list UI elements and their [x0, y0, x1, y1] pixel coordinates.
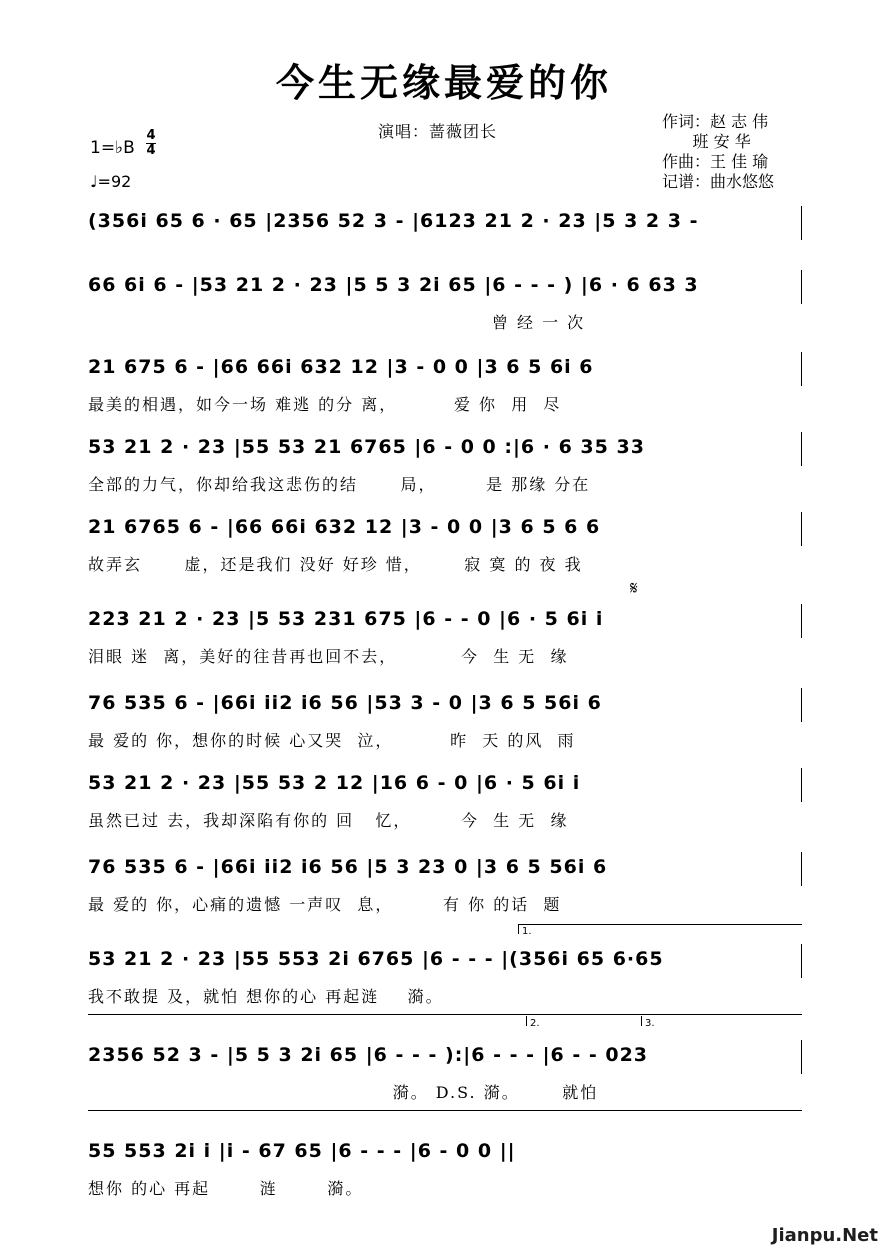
barline [801, 270, 802, 304]
lyrics-line: 最 爱的 你，心痛的遗憾 一声叹 息， 有 你 的话 题 [88, 895, 562, 914]
barline [801, 688, 802, 722]
lyrics-line [88, 248, 802, 270]
lyrics-line: 最美的相遇，如今一场 难逃 的分 离， 爱 你 用 尽 [88, 395, 562, 414]
credit-lyricist: 作词：赵 志 伟 [662, 112, 769, 131]
notes-line: 223 21 2 · 23 |5 53 231 675 |6 - - 0 |6 · 5 6i i [88, 608, 604, 630]
notes-line: 76 535 6 - |66i ii2 i6 56 |5 3 23 0 |3 6 5 56i 6 [88, 856, 608, 878]
lyrics-line: 故弄玄 虚，还是我们 没好 好珍 惜， 寂 寞 的 夜 我 [88, 555, 583, 574]
volta-number-3: 3. [645, 1018, 655, 1029]
barline [801, 352, 802, 386]
volta-line [88, 1014, 802, 1015]
notes-line: 76 535 6 - |66i ii2 i6 56 |53 3 - 0 |3 6 5 56i 6 [88, 692, 602, 714]
site-watermark: Jianpu.Net [771, 1225, 878, 1246]
credit-lyricist-2: 班 安 华 [662, 132, 751, 151]
notes-line: 53 21 2 · 23 |55 53 21 6765 |6 - 0 0 :|6 · 6 35 33 [88, 436, 645, 458]
barline [801, 1040, 802, 1074]
key-signature: 1=♭B [90, 138, 135, 158]
lyrics-line: 曾 经 一 次 [88, 313, 586, 332]
segno-sign: 𝄋 [630, 578, 638, 599]
volta-tick [518, 924, 519, 934]
volta-number-2: 2. [530, 1018, 540, 1029]
volta-tick [526, 1016, 527, 1026]
barline [801, 768, 802, 802]
volta-line [88, 1110, 802, 1111]
barline [801, 206, 802, 240]
notes-line: 2356 52 3 - |5 5 3 2i 65 |6 - - - ):|6 - - - |6 - - 023 [88, 1044, 649, 1066]
notes-line: 53 21 2 · 23 |55 53 2 12 |16 6 - 0 |6 · 5 6i i [88, 772, 581, 794]
lyrics-line: 最 爱的 你，想你的时候 心又哭 泣， 昨 天 的风 雨 [88, 731, 576, 750]
lyrics-line: 我不敢提 及，就怕 想你的心 再起涟 漪。 [88, 987, 444, 1006]
lyrics-line: 虽然已过 去，我却深陷有你的 回 忆， 今 生 无 缘 [88, 811, 569, 830]
lyrics-line: 全部的力气，你却给我这悲伤的结 局， 是 那缘 分在 [88, 475, 591, 494]
meter-top: 4 [146, 128, 156, 143]
time-signature [146, 129, 156, 158]
barline [801, 944, 802, 978]
song-title: 今生无缘最爱的你 [275, 61, 612, 105]
credit-transcriber: 记谱：曲水悠悠 [662, 172, 775, 191]
barline [801, 852, 802, 886]
notes-line: 21 675 6 - |66 66i 632 12 |3 - 0 0 |3 6 5 6i 6 [88, 356, 594, 378]
notes-line: 55 553 2i i |i - 67 65 |6 - - - |6 - 0 0 || [88, 1140, 516, 1162]
tempo-marking: ♩=92 [90, 172, 132, 191]
volta-tick [641, 1016, 642, 1026]
barline [801, 512, 802, 546]
meter-bottom: 4 [146, 143, 156, 158]
singer-credit: 演唱：蔷薇团长 [378, 122, 498, 141]
notes-line: (356i 65 6 · 65 |2356 52 3 - |6123 21 2 · 23 |5 3 2 3 - [88, 210, 699, 232]
volta-number-1: 1. [522, 926, 532, 937]
notes-line: 66 6i 6 - |53 21 2 · 23 |5 5 3 2i 65 |6 - - - ) |6 · 6 63 3 [88, 274, 699, 296]
notes-line: 53 21 2 · 23 |55 553 2i 6765 |6 - - - |(356i 65 6·65 [88, 948, 664, 970]
notes-line: 21 6765 6 - |66 66i 632 12 |3 - 0 0 |3 6 5 6 6 [88, 516, 601, 538]
volta-bracket-1 [518, 924, 802, 925]
barline [801, 604, 802, 638]
lyrics-line: 泪眼 迷 离，美好的往昔再也回不去， 今 生 无 缘 [88, 647, 569, 666]
credit-composer: 作曲：王 佳 瑜 [662, 152, 769, 171]
barline [801, 432, 802, 466]
lyrics-line: 想你 的心 再起 涟 漪。 [88, 1179, 364, 1198]
credits-block [662, 112, 774, 192]
lyrics-line: 漪。 D.S. 漪。 就怕 [88, 1083, 599, 1102]
